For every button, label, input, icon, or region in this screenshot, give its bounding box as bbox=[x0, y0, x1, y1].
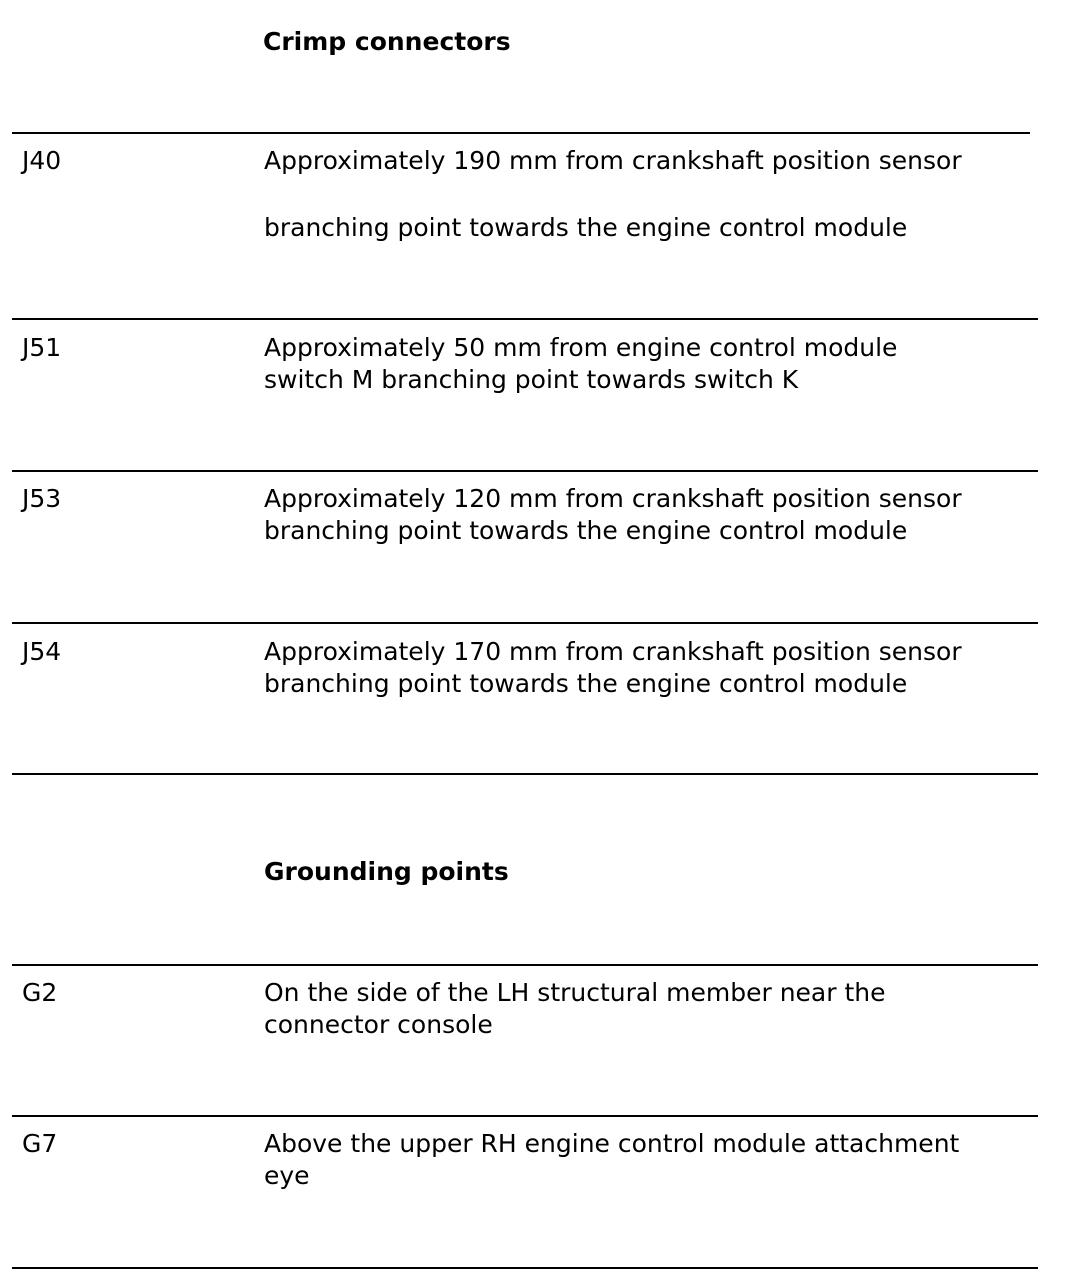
section-heading-crimp-connectors: Crimp connectors bbox=[263, 27, 511, 56]
description-line: eye bbox=[264, 1161, 310, 1190]
description-line: Approximately 50 mm from engine control module bbox=[264, 333, 898, 362]
table-rule bbox=[12, 773, 1038, 775]
table-rule bbox=[12, 132, 1030, 134]
row-code: J53 bbox=[22, 484, 62, 513]
description-line: branching point towards the engine control module bbox=[264, 516, 908, 545]
table-rule bbox=[12, 470, 1038, 472]
table-rule bbox=[12, 964, 1038, 966]
row-description bbox=[264, 1128, 959, 1192]
description-line: Approximately 190 mm from crankshaft position sensor bbox=[264, 146, 962, 175]
table-rule bbox=[12, 1115, 1038, 1117]
description-line: connector console bbox=[264, 1010, 493, 1039]
row-description bbox=[264, 483, 962, 547]
description-line: On the side of the LH structural member near the bbox=[264, 978, 886, 1007]
description-line: branching point towards the engine control module bbox=[264, 669, 908, 698]
row-description bbox=[264, 636, 962, 700]
description-line: Approximately 170 mm from crankshaft position sensor bbox=[264, 637, 962, 666]
row-description bbox=[264, 977, 886, 1041]
row-code: J51 bbox=[22, 333, 62, 362]
table-rule bbox=[12, 318, 1038, 320]
row-code: G2 bbox=[22, 978, 58, 1007]
row-code: G7 bbox=[22, 1129, 58, 1158]
table-rule bbox=[12, 622, 1038, 624]
description-line: switch M branching point towards switch K bbox=[264, 365, 799, 394]
section-heading-grounding-points: Grounding points bbox=[264, 857, 509, 886]
row-description bbox=[264, 145, 962, 244]
description-line: Approximately 120 mm from crankshaft position sensor bbox=[264, 484, 962, 513]
description-line: Above the upper RH engine control module attachment bbox=[264, 1129, 960, 1158]
row-code: J40 bbox=[22, 146, 62, 175]
description-line: branching point towards the engine control module bbox=[264, 213, 908, 242]
row-description bbox=[264, 332, 897, 396]
row-code: J54 bbox=[22, 637, 62, 666]
table-rule bbox=[12, 1267, 1038, 1269]
